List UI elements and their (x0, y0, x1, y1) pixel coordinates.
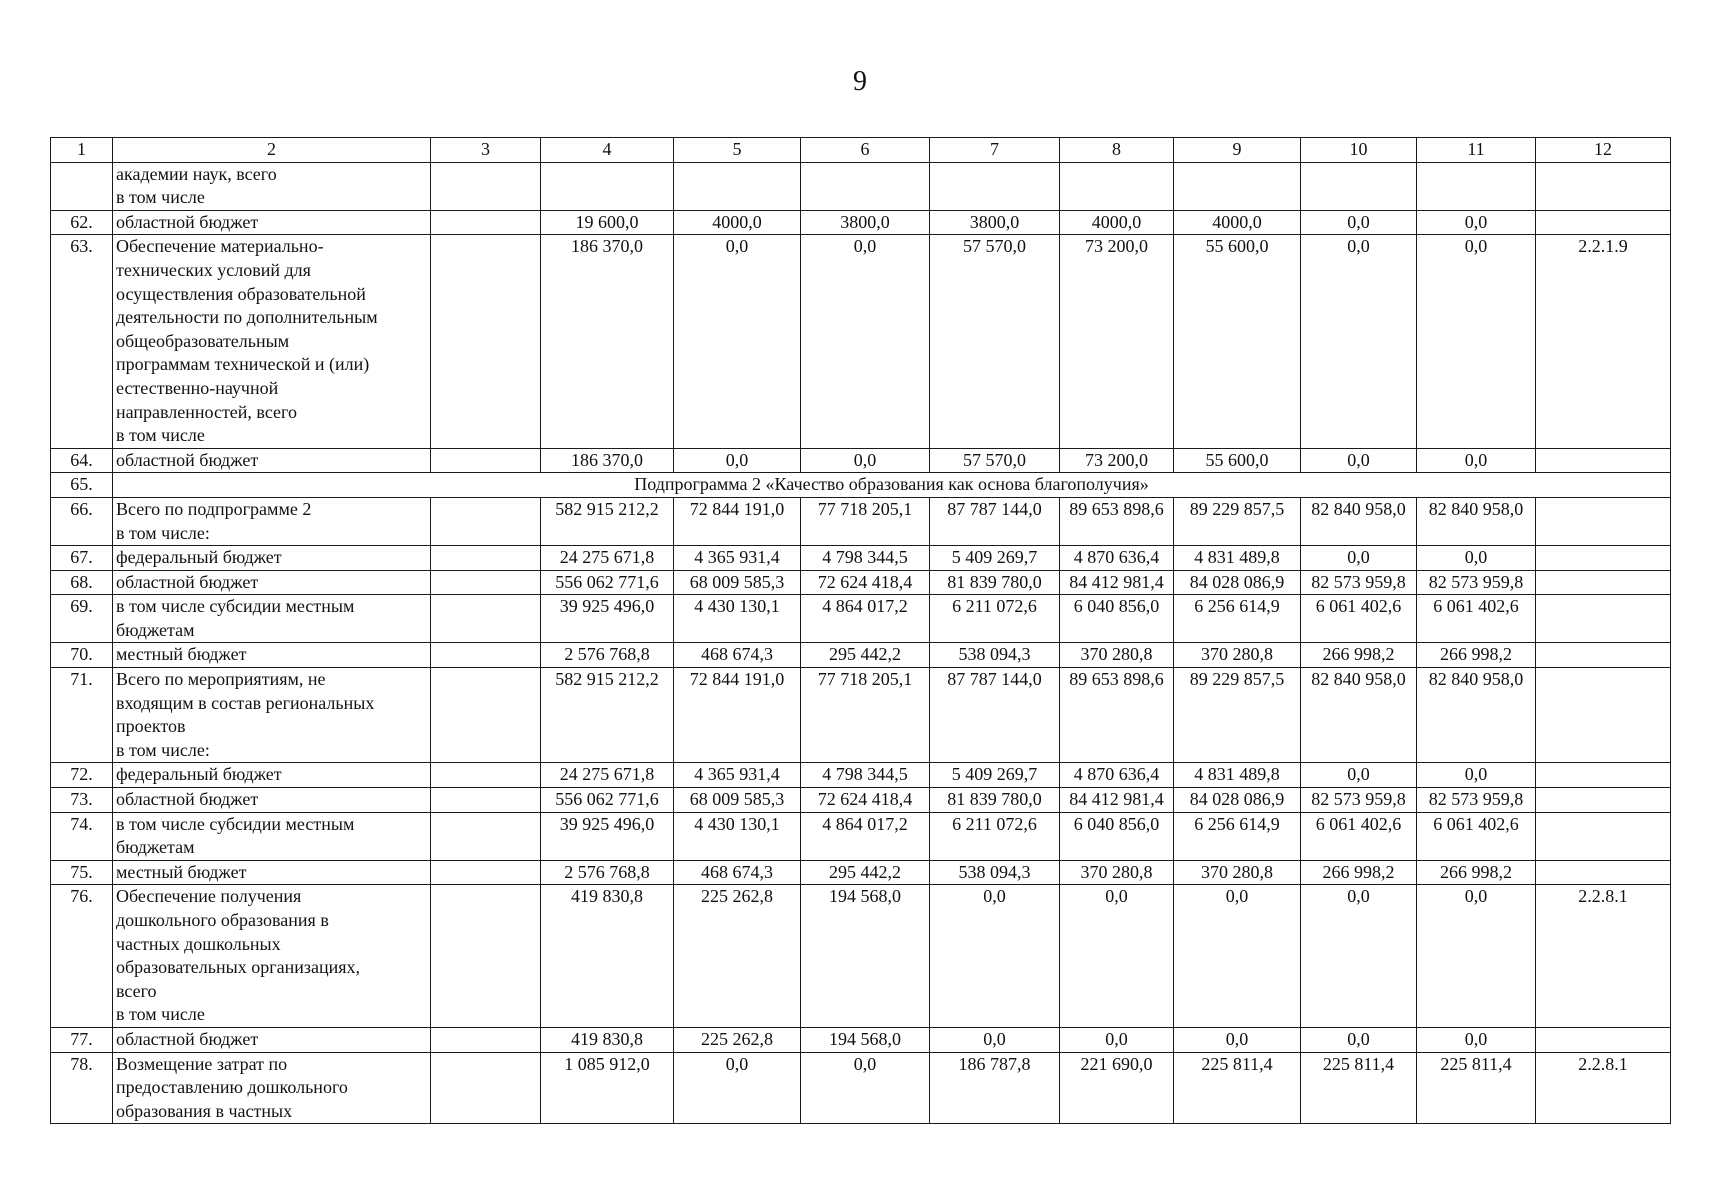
reference-code (1536, 860, 1671, 885)
value-cell: 0,0 (1417, 235, 1536, 448)
value-cell: 6 040 856,0 (1060, 812, 1174, 860)
item-name (113, 162, 431, 210)
item-name-line: в том числе: (116, 739, 210, 760)
column-3-cell (431, 497, 541, 545)
value-cell: 77 718 205,1 (801, 497, 930, 545)
item-name-line: академии наук, всего (116, 163, 277, 184)
table-row (51, 497, 1671, 545)
value-cell: 0,0 (1301, 448, 1417, 473)
item-name-line: Обеспечение материально- (116, 236, 324, 257)
value-cell: 87 787 144,0 (930, 497, 1060, 545)
value-cell: 4000,0 (674, 210, 801, 235)
value-cell: 582 915 212,2 (541, 668, 674, 763)
table-row (51, 885, 1671, 1028)
column-number: 1 (51, 138, 113, 163)
value-cell: 0,0 (674, 448, 801, 473)
value-cell: 4 798 344,5 (801, 546, 930, 571)
value-cell (1301, 162, 1417, 210)
row-number: 71. (51, 668, 113, 763)
value-cell: 82 840 958,0 (1417, 668, 1536, 763)
value-cell: 0,0 (1301, 1027, 1417, 1052)
value-cell: 6 061 402,6 (1301, 595, 1417, 643)
value-cell: 84 028 086,9 (1174, 570, 1301, 595)
value-cell: 4000,0 (1174, 210, 1301, 235)
value-cell: 0,0 (1301, 763, 1417, 788)
value-cell (674, 162, 801, 210)
column-3-cell (431, 210, 541, 235)
value-cell (1060, 162, 1174, 210)
value-cell: 82 573 959,8 (1301, 788, 1417, 813)
item-name (113, 788, 431, 813)
value-cell: 582 915 212,2 (541, 497, 674, 545)
value-cell: 370 280,8 (1174, 860, 1301, 885)
reference-code (1536, 497, 1671, 545)
item-name-line: Обеспечение получения (116, 886, 302, 907)
value-cell: 0,0 (930, 885, 1060, 1028)
reference-code (1536, 643, 1671, 668)
table-row (51, 448, 1671, 473)
column-number: 4 (541, 138, 674, 163)
value-cell: 266 998,2 (1417, 860, 1536, 885)
value-cell: 73 200,0 (1060, 235, 1174, 448)
column-number: 10 (1301, 138, 1417, 163)
value-cell (541, 162, 674, 210)
value-cell: 6 040 856,0 (1060, 595, 1174, 643)
row-number: 63. (51, 235, 113, 448)
item-name-line: в том числе субсидии местным (116, 596, 355, 617)
value-cell: 77 718 205,1 (801, 668, 930, 763)
item-name (113, 570, 431, 595)
column-number: 5 (674, 138, 801, 163)
item-name (113, 448, 431, 473)
value-cell: 84 028 086,9 (1174, 788, 1301, 813)
value-cell: 4 798 344,5 (801, 763, 930, 788)
value-cell: 4 870 636,4 (1060, 546, 1174, 571)
value-cell: 2 576 768,8 (541, 860, 674, 885)
value-cell: 0,0 (1301, 546, 1417, 571)
value-cell: 266 998,2 (1301, 860, 1417, 885)
value-cell: 0,0 (1417, 210, 1536, 235)
item-name-line: всего (116, 980, 157, 1001)
value-cell: 4 365 931,4 (674, 546, 801, 571)
item-name-line: областной бюджет (116, 449, 259, 470)
value-cell: 82 840 958,0 (1301, 668, 1417, 763)
table-row (51, 1052, 1671, 1124)
column-3-cell (431, 763, 541, 788)
column-3-cell (431, 570, 541, 595)
value-cell: 6 061 402,6 (1417, 595, 1536, 643)
reference-code (1536, 812, 1671, 860)
value-cell: 225 811,4 (1174, 1052, 1301, 1124)
column-number: 11 (1417, 138, 1536, 163)
value-cell: 5 409 269,7 (930, 763, 1060, 788)
value-cell: 1 085 912,0 (541, 1052, 674, 1124)
value-cell: 295 442,2 (801, 643, 930, 668)
value-cell: 4 831 489,8 (1174, 763, 1301, 788)
item-name-line: федеральный бюджет (116, 764, 282, 785)
column-number: 7 (930, 138, 1060, 163)
table-row (51, 812, 1671, 860)
table-body (51, 138, 1671, 1124)
row-number: 78. (51, 1052, 113, 1124)
row-number: 77. (51, 1027, 113, 1052)
item-name (113, 235, 431, 448)
value-cell: 0,0 (1417, 546, 1536, 571)
item-name-line: программам технической и (или) (116, 354, 370, 375)
item-name-line: входящим в состав региональных (116, 692, 375, 713)
value-cell: 39 925 496,0 (541, 812, 674, 860)
item-name-line: федеральный бюджет (116, 547, 282, 568)
value-cell: 419 830,8 (541, 1027, 674, 1052)
item-name-line: предоставлению дошкольного (116, 1077, 348, 1098)
table-row (51, 546, 1671, 571)
table-row (51, 570, 1671, 595)
reference-code (1536, 668, 1671, 763)
value-cell: 89 653 898,6 (1060, 668, 1174, 763)
value-cell: 0,0 (674, 235, 801, 448)
value-cell: 225 262,8 (674, 1027, 801, 1052)
value-cell: 225 811,4 (1301, 1052, 1417, 1124)
value-cell: 0,0 (1417, 885, 1536, 1028)
value-cell: 186 370,0 (541, 448, 674, 473)
row-number: 74. (51, 812, 113, 860)
column-3-cell (431, 595, 541, 643)
item-name-line: частных дошкольных (116, 933, 281, 954)
value-cell: 0,0 (1174, 1027, 1301, 1052)
value-cell: 0,0 (801, 448, 930, 473)
table-row (51, 788, 1671, 813)
table-row (51, 860, 1671, 885)
value-cell: 84 412 981,4 (1060, 570, 1174, 595)
column-number: 6 (801, 138, 930, 163)
value-cell: 266 998,2 (1301, 643, 1417, 668)
reference-code: 2.2.1.9 (1536, 235, 1671, 448)
column-3-cell (431, 812, 541, 860)
item-name-line: в том числе (116, 187, 205, 208)
item-name-line: общеобразовательным (116, 330, 290, 351)
reference-code (1536, 788, 1671, 813)
row-number: 73. (51, 788, 113, 813)
row-number: 69. (51, 595, 113, 643)
row-number: 67. (51, 546, 113, 571)
value-cell: 556 062 771,6 (541, 570, 674, 595)
value-cell: 68 009 585,3 (674, 570, 801, 595)
value-cell: 89 229 857,5 (1174, 497, 1301, 545)
value-cell: 225 811,4 (1417, 1052, 1536, 1124)
item-name-line: в том числе (116, 1004, 205, 1025)
value-cell: 0,0 (1174, 885, 1301, 1028)
column-number: 3 (431, 138, 541, 163)
value-cell: 221 690,0 (1060, 1052, 1174, 1124)
value-cell (1174, 162, 1301, 210)
value-cell: 6 211 072,6 (930, 595, 1060, 643)
item-name-line: в том числе (116, 425, 205, 446)
value-cell: 68 009 585,3 (674, 788, 801, 813)
value-cell: 186 370,0 (541, 235, 674, 448)
reference-code (1536, 210, 1671, 235)
item-name-line: бюджетам (116, 837, 195, 858)
table-row (51, 162, 1671, 210)
value-cell: 0,0 (1060, 885, 1174, 1028)
value-cell: 3800,0 (801, 210, 930, 235)
value-cell: 4 365 931,4 (674, 763, 801, 788)
row-number: 64. (51, 448, 113, 473)
column-3-cell (431, 885, 541, 1028)
value-cell: 72 844 191,0 (674, 497, 801, 545)
value-cell: 3800,0 (930, 210, 1060, 235)
item-name (113, 497, 431, 545)
value-cell: 72 624 418,4 (801, 788, 930, 813)
item-name-line: дошкольного образования в (116, 910, 329, 930)
column-3-cell (431, 668, 541, 763)
item-name-line: Всего по мероприятиям, не (116, 669, 326, 690)
row-number: 76. (51, 885, 113, 1028)
value-cell: 82 573 959,8 (1417, 570, 1536, 595)
value-cell: 0,0 (1301, 235, 1417, 448)
value-cell: 468 674,3 (674, 643, 801, 668)
value-cell: 4 430 130,1 (674, 812, 801, 860)
item-name-line: Всего по подпрограмме 2 (116, 498, 312, 519)
reference-code: 2.2.8.1 (1536, 885, 1671, 1028)
item-name-line: образования в частных (116, 1100, 293, 1121)
value-cell: 39 925 496,0 (541, 595, 674, 643)
value-cell: 0,0 (674, 1052, 801, 1124)
column-3-cell (431, 643, 541, 668)
value-cell: 4 864 017,2 (801, 812, 930, 860)
value-cell: 0,0 (801, 235, 930, 448)
reference-code (1536, 1027, 1671, 1052)
value-cell: 55 600,0 (1174, 448, 1301, 473)
value-cell: 72 844 191,0 (674, 668, 801, 763)
value-cell: 55 600,0 (1174, 235, 1301, 448)
reference-code (1536, 162, 1671, 210)
value-cell: 419 830,8 (541, 885, 674, 1028)
value-cell: 4 870 636,4 (1060, 763, 1174, 788)
value-cell: 370 280,8 (1060, 643, 1174, 668)
item-name-line: областной бюджет (116, 571, 259, 592)
reference-code (1536, 448, 1671, 473)
item-name-line: Возмещение затрат по (116, 1053, 288, 1074)
value-cell: 0,0 (801, 1052, 930, 1124)
value-cell: 225 262,8 (674, 885, 801, 1028)
row-number: 65. (51, 473, 113, 498)
column-3-cell (431, 860, 541, 885)
item-name-line: областной бюджет (116, 1028, 259, 1049)
item-name-line: местный бюджет (116, 861, 247, 882)
value-cell: 57 570,0 (930, 235, 1060, 448)
value-cell: 0,0 (1301, 210, 1417, 235)
value-cell: 0,0 (1301, 885, 1417, 1028)
item-name (113, 595, 431, 643)
value-cell: 81 839 780,0 (930, 570, 1060, 595)
value-cell: 468 674,3 (674, 860, 801, 885)
value-cell: 87 787 144,0 (930, 668, 1060, 763)
value-cell: 82 840 958,0 (1417, 497, 1536, 545)
value-cell: 370 280,8 (1174, 643, 1301, 668)
value-cell: 6 061 402,6 (1301, 812, 1417, 860)
item-name-line: осуществления образовательной (116, 283, 366, 304)
value-cell: 82 840 958,0 (1301, 497, 1417, 545)
value-cell: 24 275 671,8 (541, 763, 674, 788)
column-number: 9 (1174, 138, 1301, 163)
column-number: 8 (1060, 138, 1174, 163)
reference-code (1536, 570, 1671, 595)
value-cell: 6 211 072,6 (930, 812, 1060, 860)
value-cell: 4 831 489,8 (1174, 546, 1301, 571)
value-cell: 89 653 898,6 (1060, 497, 1174, 545)
item-name-line: местный бюджет (116, 644, 247, 665)
value-cell: 0,0 (1417, 1027, 1536, 1052)
column-3-cell (431, 1052, 541, 1124)
value-cell: 266 998,2 (1417, 643, 1536, 668)
value-cell: 6 256 614,9 (1174, 812, 1301, 860)
value-cell: 4 430 130,1 (674, 595, 801, 643)
value-cell: 0,0 (1417, 448, 1536, 473)
value-cell: 6 061 402,6 (1417, 812, 1536, 860)
item-name (113, 668, 431, 763)
reference-code: 2.2.8.1 (1536, 1052, 1671, 1124)
value-cell: 0,0 (1060, 1027, 1174, 1052)
item-name-line: в том числе: (116, 522, 210, 543)
value-cell: 0,0 (1417, 763, 1536, 788)
item-name (113, 860, 431, 885)
item-name (113, 763, 431, 788)
table-row (51, 763, 1671, 788)
value-cell: 295 442,2 (801, 860, 930, 885)
value-cell: 81 839 780,0 (930, 788, 1060, 813)
column-3-cell (431, 1027, 541, 1052)
value-cell: 73 200,0 (1060, 448, 1174, 473)
row-number: 62. (51, 210, 113, 235)
item-name-line: проектов (116, 716, 186, 737)
budget-table (50, 137, 1671, 1124)
value-cell: 24 275 671,8 (541, 546, 674, 571)
row-number (51, 162, 113, 210)
value-cell: 194 568,0 (801, 885, 930, 1028)
reference-code (1536, 763, 1671, 788)
column-3-cell (431, 235, 541, 448)
column-3-cell (431, 162, 541, 210)
row-number: 75. (51, 860, 113, 885)
subprogram-title: Подпрограмма 2 «Качество образования как основа благополучия» (113, 473, 1671, 498)
value-cell (801, 162, 930, 210)
table-row (51, 210, 1671, 235)
value-cell (1417, 162, 1536, 210)
row-number: 68. (51, 570, 113, 595)
value-cell: 2 576 768,8 (541, 643, 674, 668)
item-name-line: в том числе субсидии местным (116, 813, 355, 834)
item-name (113, 210, 431, 235)
column-number-row (51, 138, 1671, 163)
item-name (113, 546, 431, 571)
reference-code (1536, 546, 1671, 571)
value-cell: 538 094,3 (930, 860, 1060, 885)
value-cell: 84 412 981,4 (1060, 788, 1174, 813)
value-cell: 89 229 857,5 (1174, 668, 1301, 763)
item-name-line: образовательных организациях, (116, 957, 360, 978)
value-cell: 370 280,8 (1060, 860, 1174, 885)
row-number: 72. (51, 763, 113, 788)
item-name (113, 812, 431, 860)
value-cell (930, 162, 1060, 210)
value-cell: 0,0 (930, 1027, 1060, 1052)
table-row (51, 235, 1671, 448)
row-number: 70. (51, 643, 113, 668)
value-cell: 556 062 771,6 (541, 788, 674, 813)
value-cell: 186 787,8 (930, 1052, 1060, 1124)
column-number: 12 (1536, 138, 1671, 163)
table-row (51, 595, 1671, 643)
value-cell: 4 864 017,2 (801, 595, 930, 643)
item-name-line: направленностей, всего (116, 401, 297, 422)
column-3-cell (431, 448, 541, 473)
item-name (113, 1052, 431, 1124)
value-cell: 72 624 418,4 (801, 570, 930, 595)
value-cell: 5 409 269,7 (930, 546, 1060, 571)
value-cell: 6 256 614,9 (1174, 595, 1301, 643)
value-cell: 538 094,3 (930, 643, 1060, 668)
value-cell: 82 573 959,8 (1301, 570, 1417, 595)
value-cell: 19 600,0 (541, 210, 674, 235)
column-number: 2 (113, 138, 431, 163)
value-cell: 57 570,0 (930, 448, 1060, 473)
column-3-cell (431, 788, 541, 813)
table-row (51, 643, 1671, 668)
item-name-line: областной бюджет (116, 211, 259, 232)
table-row (51, 1027, 1671, 1052)
reference-code (1536, 595, 1671, 643)
item-name (113, 1027, 431, 1052)
item-name-line: деятельности по дополнительным (116, 307, 378, 328)
section-row (51, 473, 1671, 498)
item-name (113, 885, 431, 1028)
item-name-line: технических условий для (116, 259, 311, 280)
value-cell: 4000,0 (1060, 210, 1174, 235)
column-3-cell (431, 546, 541, 571)
item-name-line: естественно-научной (116, 377, 279, 398)
value-cell: 194 568,0 (801, 1027, 930, 1052)
item-name-line: областной бюджет (116, 789, 259, 810)
item-name-line: бюджетам (116, 619, 195, 640)
row-number: 66. (51, 497, 113, 545)
value-cell: 82 573 959,8 (1417, 788, 1536, 813)
page-number: 9 (853, 66, 867, 97)
item-name (113, 643, 431, 668)
table-row (51, 668, 1671, 763)
